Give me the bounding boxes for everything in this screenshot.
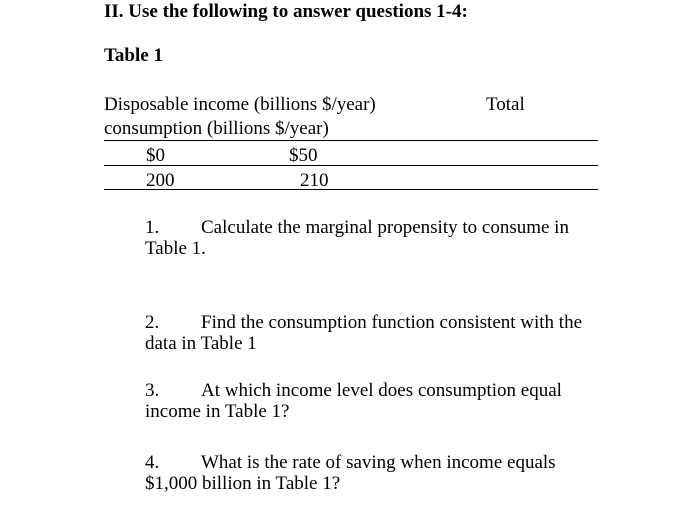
- question-1-number: 1.: [145, 217, 160, 238]
- question-4-text-line1: What is the rate of saving when income equals: [201, 452, 556, 473]
- table-cell-consumption-row1: $50: [289, 145, 318, 166]
- question-1-text-line1: Calculate the marginal propensity to consume in: [201, 217, 569, 238]
- question-3: [145, 380, 605, 422]
- table-header-total: Total: [486, 94, 525, 115]
- question-2: [145, 312, 605, 354]
- table-header-income: Disposable income (billions $/year): [104, 94, 376, 115]
- question-2-number: 2.: [145, 312, 160, 333]
- section-heading: II. Use the following to answer questions 1-4:: [104, 1, 468, 22]
- question-3-number: 3.: [145, 380, 160, 401]
- question-3-text-line1: At which income level does consumption equal: [201, 380, 562, 401]
- table-cell-consumption-row2: 210: [300, 170, 329, 191]
- table-rule-middle: [104, 165, 598, 166]
- question-4: [145, 452, 605, 494]
- question-1: [145, 217, 605, 259]
- table-rule-top: [104, 140, 598, 141]
- question-3-text-line2: income in Table 1?: [145, 401, 290, 422]
- question-2-text-line2: data in Table 1: [145, 333, 257, 354]
- table-title: Table 1: [104, 45, 163, 66]
- table-cell-income-row2: 200: [146, 170, 175, 191]
- table-header-consumption: consumption (billions $/year): [104, 118, 329, 139]
- table-rule-bottom: [104, 189, 598, 190]
- question-1-text-line2: Table 1.: [145, 238, 206, 259]
- question-4-number: 4.: [145, 452, 160, 473]
- table-cell-income-row1: $0: [146, 145, 165, 166]
- question-2-text-line1: Find the consumption function consistent with the: [201, 312, 583, 333]
- question-4-text-line2: $1,000 billion in Table 1?: [145, 473, 341, 494]
